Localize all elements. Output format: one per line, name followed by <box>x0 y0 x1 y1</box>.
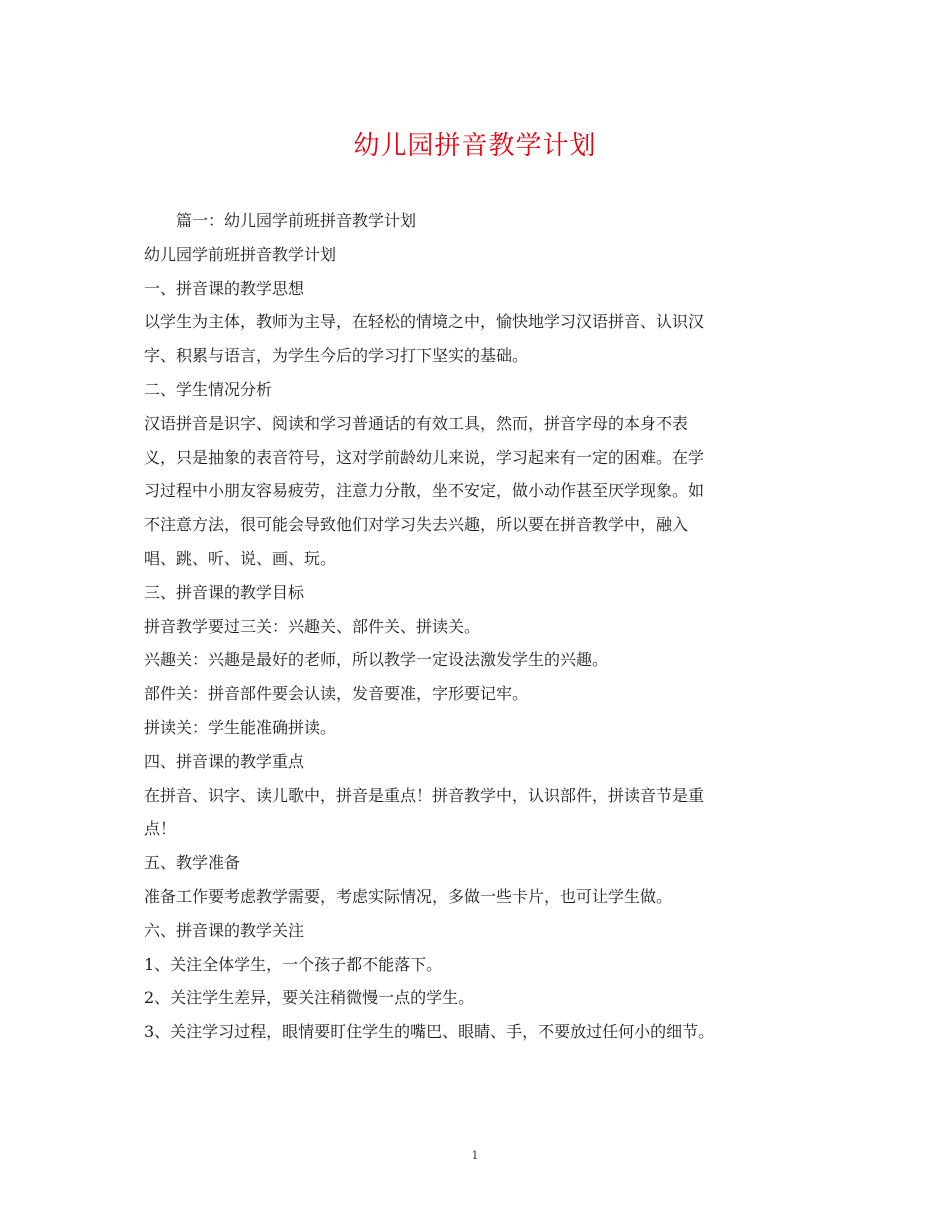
heading-student-analysis: 二、学生情况分析 <box>144 379 273 399</box>
heading-preparation: 五、教学准备 <box>144 853 241 873</box>
paragraph-line: 在拼音、识字、读儿歌中，拼音是重点！拼音教学中，认识部件，拼读音节是重 <box>144 785 705 805</box>
paragraph-line: 拼音教学要过三关：兴趣关、部件关、拼读关。 <box>144 616 481 636</box>
heading-teaching-goals: 三、拼音课的教学目标 <box>144 582 305 602</box>
paragraph-line: 唱、跳、听、说、画、玩。 <box>144 548 337 568</box>
list-item: 3、关注学习过程，眼情要盯住学生的嘴巴、眼睛、手，不要放过任何小的细节。 <box>144 1022 715 1042</box>
paragraph-line: 以学生为主体，教师为主导，在轻松的情境之中，愉快地学习汉语拼音、认识汉 <box>144 312 705 332</box>
list-item: 1、关注全体学生，一个孩子都不能落下。 <box>144 954 443 974</box>
document-title: 幼儿园拼音教学计划 <box>353 131 597 161</box>
paragraph-line: 习过程中小朋友容易疲劳，注意力分散，坐不安定，做小动作甚至厌学现象。如 <box>144 481 705 501</box>
subtitle-line: 幼儿园学前班拼音教学计划 <box>144 244 337 264</box>
heading-teaching-focus: 四、拼音课的教学重点 <box>144 751 305 771</box>
paragraph-line: 点！ <box>144 819 177 839</box>
paragraph-line: 不注意方法，很可能会导致他们对学习失去兴趣，所以要在拼音教学中，融入 <box>144 515 689 535</box>
paragraph-line: 义，只是抽象的表音符号，这对学前龄幼儿来说，学习起来有一定的困难。在学 <box>144 447 705 467</box>
page-number: 1 <box>471 1149 479 1162</box>
paragraph-line: 兴趣关：兴趣是最好的老师，所以教学一定设法激发学生的兴趣。 <box>144 650 609 670</box>
heading-teaching-attention: 六、拼音课的教学关注 <box>144 920 305 940</box>
heading-teaching-philosophy: 一、拼音课的教学思想 <box>144 278 305 298</box>
list-item: 2、关注学生差异，要关注稍微慢一点的学生。 <box>144 988 475 1008</box>
paragraph-line: 部件关：拼音部件要会认读，发音要准，字形要记牢。 <box>144 684 529 704</box>
section-heading-part-one: 篇一：幼儿园学前班拼音教学计划 <box>176 211 417 230</box>
paragraph-line: 拼读关：学生能准确拼读。 <box>144 717 337 737</box>
paragraph-line: 汉语拼音是识字、阅读和学习普通话的有效工具，然而，拼音字母的本身不表 <box>144 413 689 433</box>
document-body <box>144 204 804 1049</box>
paragraph-line: 准备工作要考虑教学需要，考虑实际情况，多做一些卡片，也可让学生做。 <box>144 886 673 906</box>
paragraph-line: 字、积累与语言，为学生今后的学习打下坚实的基础。 <box>144 346 529 366</box>
